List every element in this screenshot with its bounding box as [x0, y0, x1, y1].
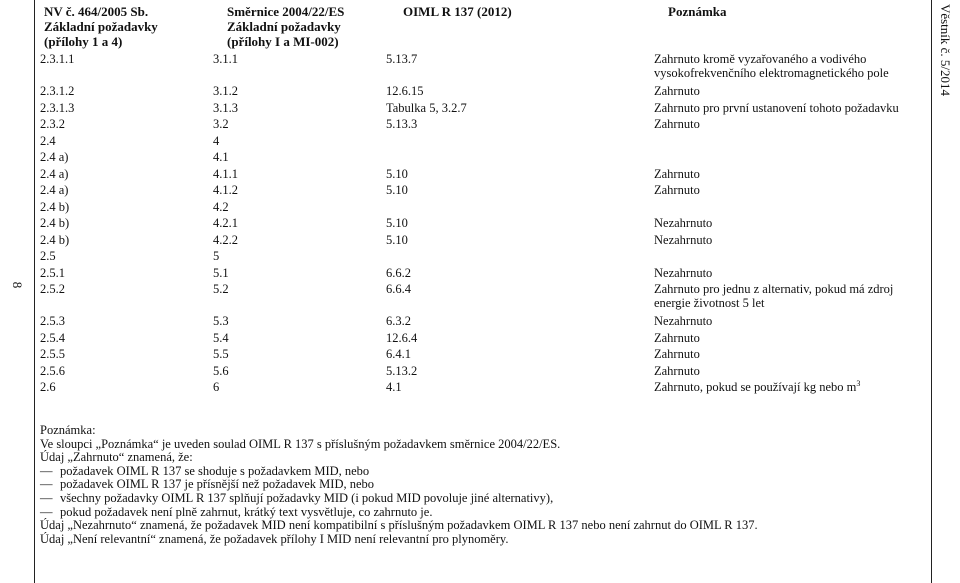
cell-oiml [386, 200, 654, 217]
cell-nv: 2.3.1.2 [40, 84, 75, 98]
cell-nv: 2.4 b) [40, 199, 70, 214]
cell-directive: 4.1.2 [213, 183, 238, 197]
cell-oiml [386, 134, 654, 151]
cell-note [654, 134, 928, 151]
cell-note: Nezahrnuto [654, 232, 713, 247]
cell-oiml: 12.6.15 [386, 84, 424, 98]
header-directive-line: (přílohy I a MI-002) [227, 34, 339, 49]
cell-note: Nezahrnuto [654, 216, 713, 230]
header-oiml-line: OIML R 137 (2012) [403, 4, 512, 19]
cell-note: Zahrnuto [654, 84, 700, 98]
table-row [40, 249, 928, 266]
cell-note: Zahrnuto [654, 363, 700, 378]
notes-bullet: — pokud požadavek není plně zahrnut, krátký text vysvětluje, co zahrnuto je. [40, 506, 920, 520]
table-row [40, 314, 928, 331]
cell-note: Zahrnuto [654, 347, 700, 361]
header-nv-line: (přílohy 1 a 4) [44, 34, 123, 49]
cell-nv: 2.5.6 [40, 363, 65, 378]
cell-oiml: 6.3.2 [386, 314, 411, 328]
header-directive [227, 4, 344, 49]
cell-note: Zahrnuto, pokud se používají kg nebo $m^3$ [654, 378, 861, 394]
cell-nv: 2.3.1.3 [40, 100, 75, 115]
cell-directive: 5.2 [213, 282, 229, 296]
cell-nv: 2.5.5 [40, 347, 65, 361]
cell-note: Zahrnuto pro první ustanovení tohoto požadavku [654, 100, 899, 115]
page-number: 8 [10, 281, 25, 289]
cell-directive: 5.5 [213, 347, 229, 361]
journal-label: Věstník č. 5/2014 [938, 3, 953, 97]
cell-note [654, 249, 928, 266]
header-directive-line: Směrnice 2004/22/ES [227, 4, 345, 19]
header-directive-line: Základní požadavky [227, 19, 341, 34]
table-row [40, 282, 928, 314]
cell-directive: 3.2 [213, 117, 229, 131]
cell-oiml: 5.13.3 [386, 117, 418, 131]
table-row [40, 117, 928, 134]
cell-nv: 2.5.2 [40, 282, 65, 296]
table-row [40, 233, 928, 250]
table-row [40, 167, 928, 184]
notes-heading: Poznámka: [40, 423, 96, 437]
notes-section [40, 424, 920, 546]
cell-oiml: 5.10 [386, 216, 408, 230]
cell-nv: 2.4 a) [40, 166, 69, 181]
cell-directive: 5.4 [213, 330, 229, 345]
cell-directive: 4.2.2 [213, 232, 238, 247]
cell-oiml: 6.4.1 [386, 347, 411, 361]
cell-oiml: 12.6.4 [386, 330, 418, 345]
header-note [668, 4, 727, 19]
cell-nv: 2.3.2 [40, 117, 65, 131]
header-nv-line: NV č. 464/2005 Sb. [44, 4, 149, 19]
notes-line: Údaj „Nezahrnuto“ znamená, že požadavek MID není kompatibilní s příslušným požadavkem OIML R 137 nebo není zahrnut do OIML R 137. [40, 518, 758, 533]
cell-note: Zahrnuto kromě vyzařovaného a vodivého vysokofrekvenčního elektromagnetického pole [654, 52, 889, 80]
cell-nv: 2.4 [40, 133, 56, 148]
cell-directive: 4.1.1 [213, 166, 238, 181]
table-row [40, 331, 928, 348]
table-row [40, 347, 928, 364]
cell-note: Zahrnuto pro jednu z alternativ, pokud má zdroj energie životnost 5 let [654, 282, 894, 310]
unit-superscript: 3 [856, 378, 861, 388]
table-row [40, 150, 928, 167]
header-nv-line: Základní požadavky [44, 19, 158, 34]
cell-note: Nezahrnuto [654, 314, 713, 328]
cell-nv: 2.4 a) [40, 150, 69, 164]
cell-oiml [386, 249, 654, 266]
cell-oiml: 5.13.7 [386, 52, 418, 66]
notes-bullet: — požadavek OIML R 137 se shoduje s požadavkem MID, nebo [40, 465, 920, 479]
cell-nv: 2.5 [40, 249, 56, 263]
table-row [40, 183, 928, 200]
cell-directive: 5.3 [213, 314, 229, 328]
table-row [40, 364, 928, 381]
cell-note: Zahrnuto [654, 166, 700, 181]
cell-oiml: 6.6.4 [386, 282, 411, 296]
cell-oiml: 5.13.2 [386, 363, 418, 378]
cell-note: Zahrnuto [654, 117, 700, 131]
cell-nv: 2.3.1.1 [40, 52, 75, 66]
header-oiml [403, 4, 512, 19]
table-row [40, 84, 928, 101]
cell-note: Nezahrnuto [654, 265, 713, 280]
table-row [40, 52, 928, 84]
cell-directive: 3.1.3 [213, 100, 238, 115]
cell-directive: 4 [213, 133, 220, 148]
header-nv [44, 4, 158, 49]
cell-oiml [386, 150, 654, 167]
notes-bullet: — požadavek OIML R 137 je přísnější než požadavek MID, nebo [40, 478, 920, 492]
table-row [40, 216, 928, 233]
notes-line: Ve sloupci „Poznámka“ je uveden soulad OIML R 137 s příslušným požadavkem směrnice 2004/22/ES. [40, 436, 561, 451]
cell-oiml: 4.1 [386, 380, 402, 394]
cell-oiml: 5.10 [386, 166, 408, 181]
cell-oiml: 5.10 [386, 232, 408, 247]
cell-directive: 5.1 [213, 265, 229, 280]
notes-line: Údaj „Není relevantní“ znamená, že požadavek přílohy I MID není relevantní pro plynoměry. [40, 531, 509, 546]
cell-note: Zahrnuto [654, 183, 700, 197]
header-note-line: Poznámka [668, 4, 727, 19]
cell-note: Zahrnuto [654, 330, 700, 345]
cell-oiml: Tabulka 5, 3.2.7 [386, 100, 467, 115]
table-row [40, 266, 928, 283]
cell-nv: 2.5.4 [40, 330, 65, 345]
table-row [40, 200, 928, 217]
left-margin [0, 0, 35, 583]
cell-oiml: 6.6.2 [386, 265, 411, 280]
cell-nv: 2.6 [40, 380, 56, 394]
cell-nv: 2.4 b) [40, 232, 70, 247]
table-row [40, 380, 928, 397]
cell-nv: 2.5.3 [40, 314, 65, 328]
table-row [40, 101, 928, 118]
notes-bullet: — všechny požadavky OIML R 137 splňují požadavky MID (i pokud MID povoluje jiné alternativy), [40, 492, 920, 506]
cell-directive: 4.2.1 [213, 216, 238, 230]
cell-directive: 4.1 [213, 150, 229, 164]
cell-nv: 2.4 a) [40, 183, 69, 197]
cell-note [654, 200, 928, 217]
cell-directive: 6 [213, 380, 220, 394]
correlation-table [40, 52, 928, 397]
cell-directive: 3.1.2 [213, 84, 238, 98]
cell-directive: 3.1.1 [213, 52, 238, 66]
cell-note [654, 150, 928, 167]
cell-directive: 4.2 [213, 199, 229, 214]
table-row [40, 134, 928, 151]
cell-directive: 5.6 [213, 363, 229, 378]
cell-oiml: 5.10 [386, 183, 408, 197]
notes-line: Údaj „Zahrnuto“ znamená, že: [40, 450, 193, 465]
cell-nv: 2.5.1 [40, 265, 65, 280]
cell-nv: 2.4 b) [40, 216, 70, 230]
cell-directive: 5 [213, 249, 220, 263]
